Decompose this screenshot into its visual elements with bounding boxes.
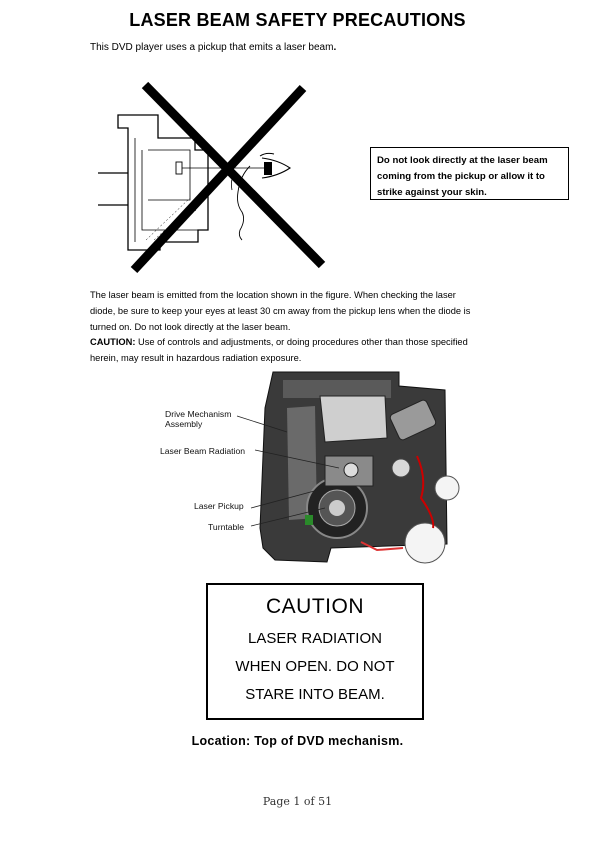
safety-paragraph <box>90 288 510 367</box>
warning-box <box>370 147 569 200</box>
caution-line-1: Use of controls and adjustments, or doing procedures other than those specified <box>135 337 468 348</box>
paragraph-line-3: turned on. Do not look directly at the laser beam. <box>90 321 291 332</box>
caution-heading: CAUTION <box>266 595 364 618</box>
label-laser-beam-radiation: Laser Beam Radiation <box>160 446 246 456</box>
warning-line-3: strike against your skin. <box>377 187 487 198</box>
location-caption: Location: Top of DVD mechanism. <box>191 734 404 748</box>
warning-line-2: coming from the pickup or allow it to <box>377 171 545 182</box>
caution-label-box <box>206 583 424 720</box>
caution-inline-label: CAUTION: <box>90 337 136 348</box>
caution-box-line-3: STARE INTO BEAM. <box>245 686 385 703</box>
caution-line-2: herein, may result in hazardous radiation exposure. <box>90 353 302 364</box>
caution-sentence <box>90 335 510 351</box>
label-drive-mechanism-2: Assembly <box>165 419 203 429</box>
warning-line-1: Do not look directly at the laser beam <box>377 155 548 166</box>
page-title: LASER BEAM SAFETY PRECAUTIONS <box>129 10 466 30</box>
page-number: Page 1 of 51 <box>262 795 333 808</box>
label-turntable: Turntable <box>208 522 244 532</box>
caution-box-line-2: WHEN OPEN. DO NOT <box>235 658 395 675</box>
paragraph-line-2: diode, be sure to keep your eyes at least 30 cm away from the pickup lens when the diode is <box>90 305 471 316</box>
paragraph-line-1: The laser beam is emitted from the location shown in the figure. When checking the laser <box>90 290 456 300</box>
dvd-mechanism-photo <box>155 368 465 573</box>
no-look-diagram <box>90 80 340 275</box>
label-drive-mechanism-1: Drive Mechanism <box>165 409 232 419</box>
caution-box-line-1: LASER RADIATION <box>248 630 382 647</box>
label-laser-pickup: Laser Pickup <box>194 501 244 511</box>
intro-text <box>90 42 336 53</box>
intro-period: . <box>333 42 337 53</box>
intro-sentence: This DVD player uses a pickup that emits a laser beam <box>90 42 334 53</box>
